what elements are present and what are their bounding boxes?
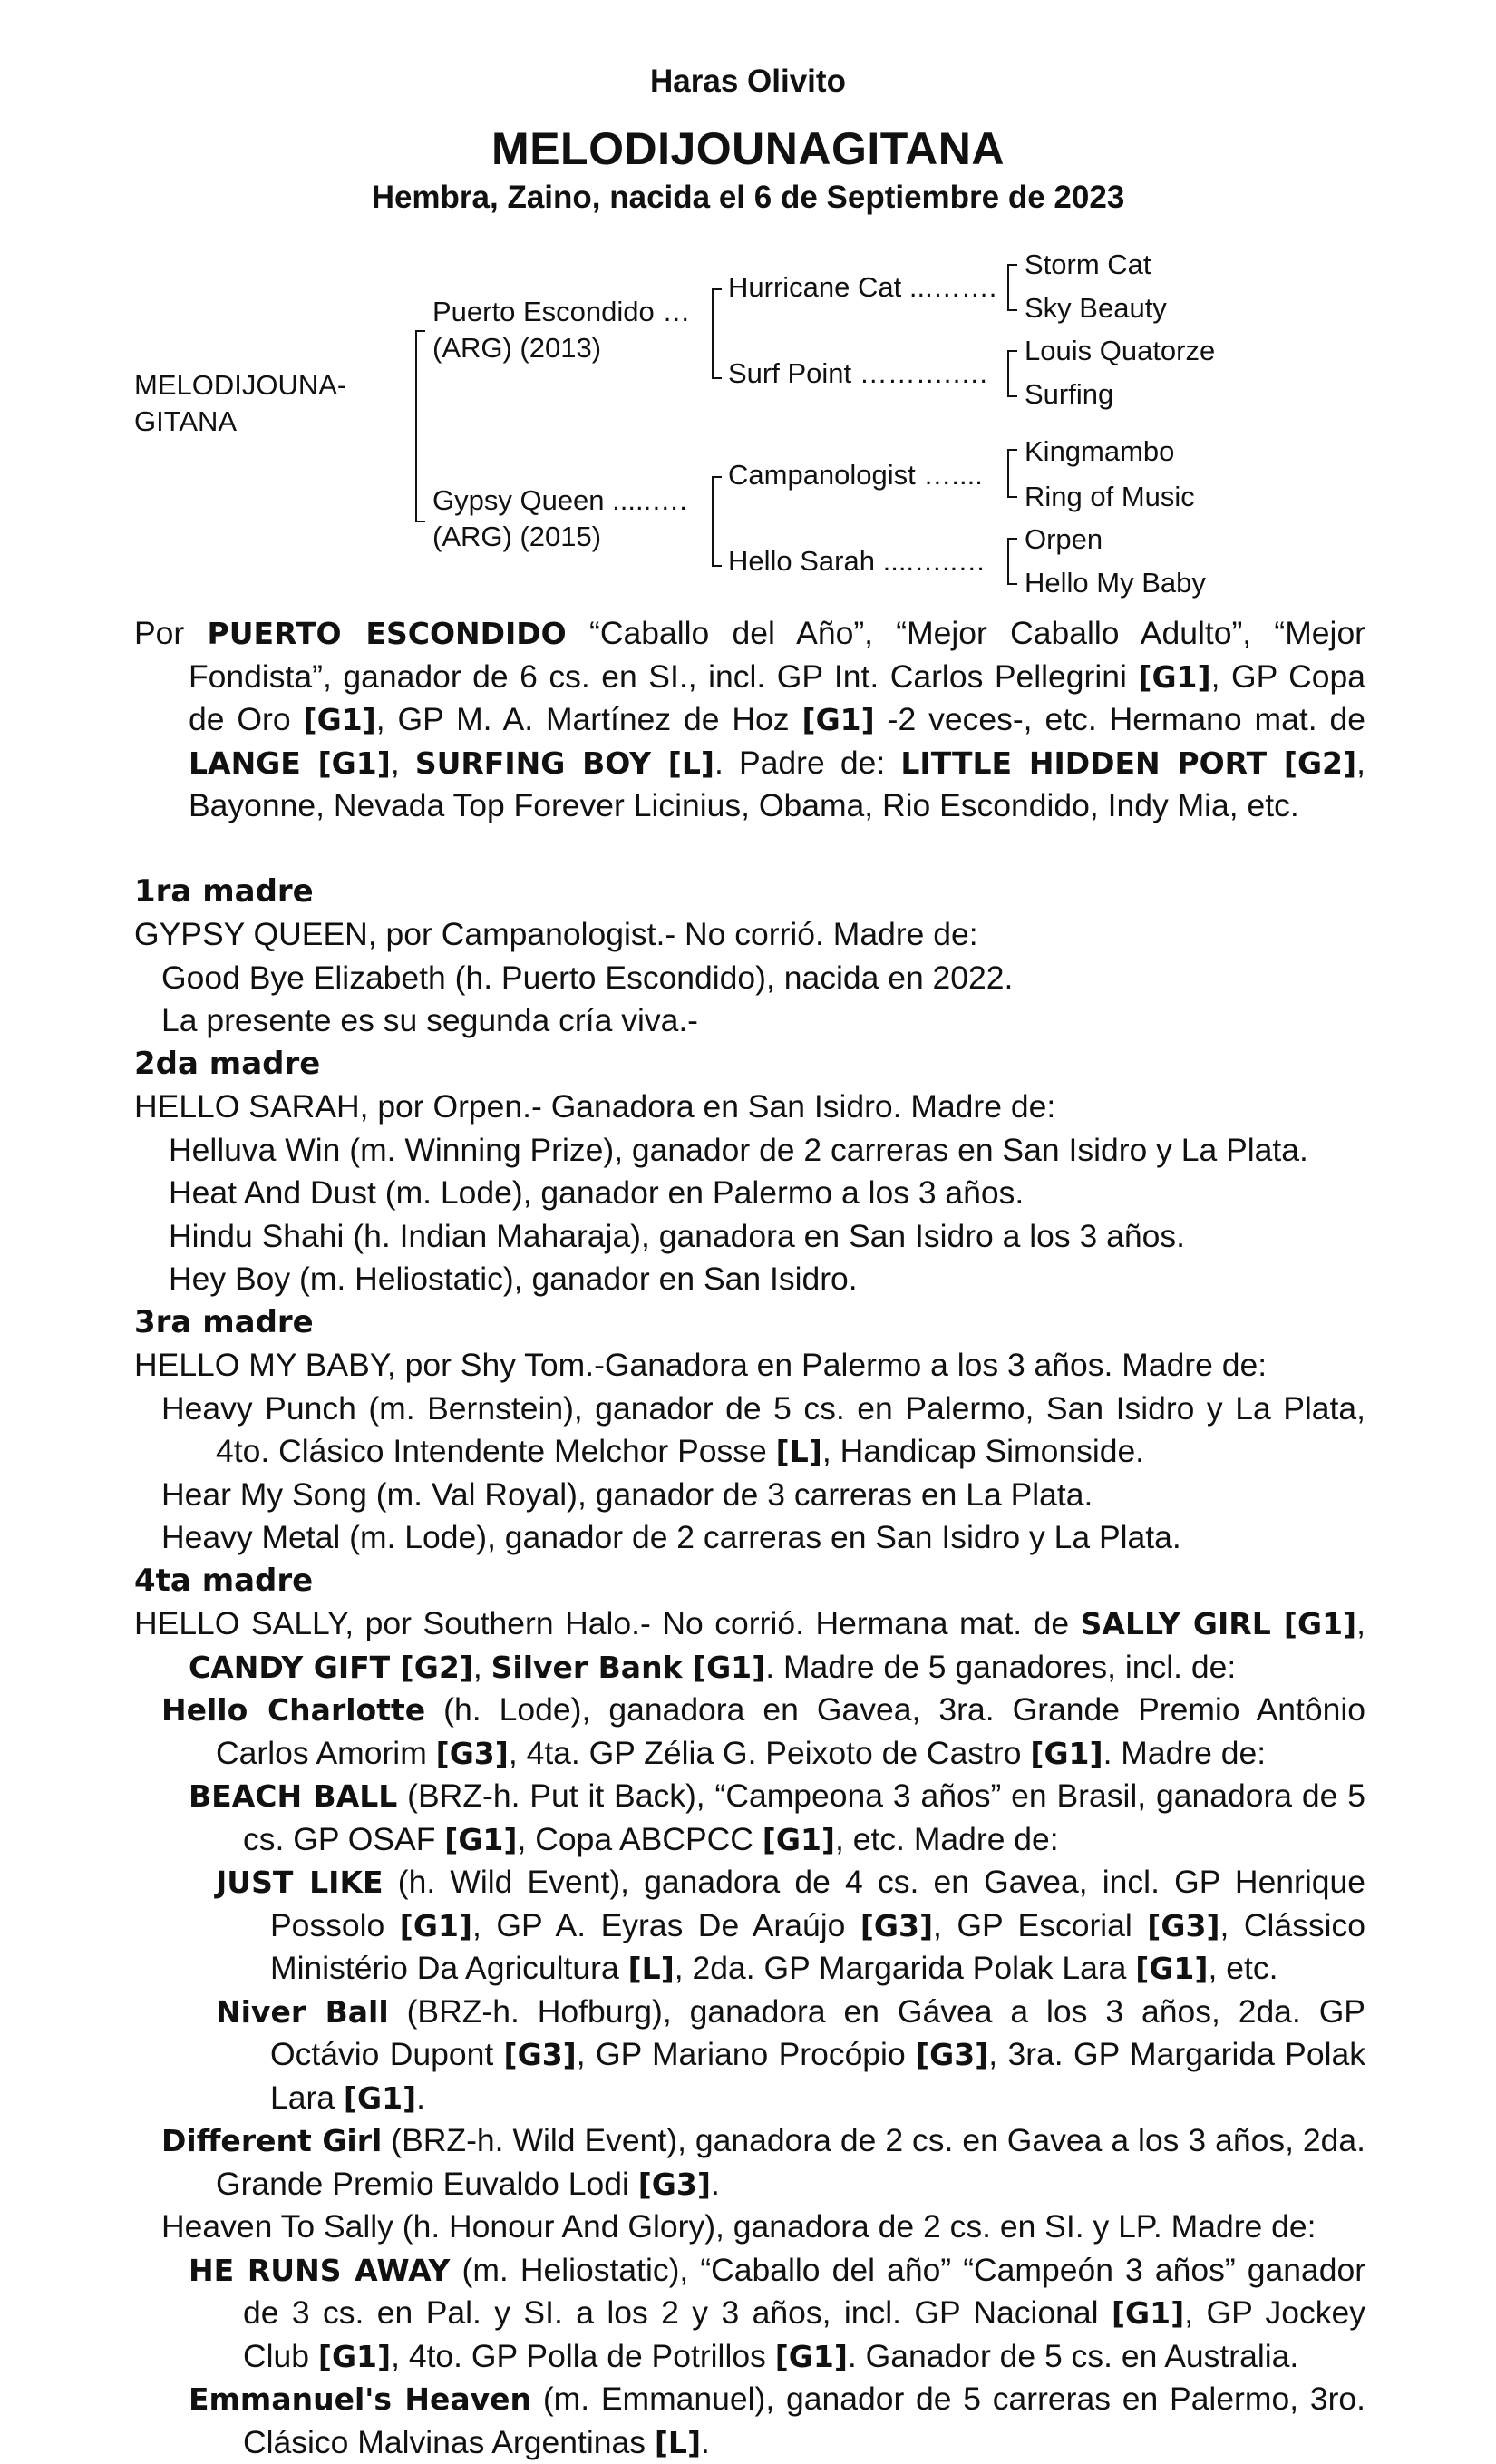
pedigree-bracket-gg2 <box>1007 350 1017 397</box>
pedigree-chart <box>0 0 1496 617</box>
second-dam-line: HELLO SARAH, por Orpen.- Ganadora en San Isidro. Madre de: <box>134 1088 1056 1125</box>
offspring-heavy-punch: Heavy Punch (m. Bernstein), ganador de 5 cs. en Palermo, San Isidro y La Plata, 4to. Clásico Intendente Melchor Posse [L], Handicap Simonside. <box>161 1389 1365 1469</box>
pedigree-ggp: Louis Quatorze <box>1025 335 1216 366</box>
pedigree-bracket-gg3 <box>1007 449 1017 498</box>
sire-paragraph: Por PUERTO ESCONDIDO “Caballo del Año”, “Mejor Caballo Adulto”, “Mejor Fondista”, ganador de 6 cs. en SI., incl. GP Int. Carlos Pellegrini [G1], GP Copa de Oro [G1], GP M. A. Martínez de Hoz [G1] -2 veces-, etc. Hermano mat. de LANGE [G1], SURFING BOY [L]. Padre de: LITTLE HIDDEN PORT [G2], Bayonne, Nevada Top Forever Licinius, Obama, Rio Escondido, Indy Mia, etc. <box>134 615 1366 823</box>
pedigree-dam: Gypsy Queen .....…. <box>432 484 687 516</box>
offspring-niver-ball: Niver Ball (BRZ-h. Hofburg), ganadora en Gávea a los 3 años, 2da. GP Octávio Dupont [G3], GP Mariano Procópio [G3], 3ra. GP Margarida Polak Lara [G1]. <box>216 1992 1365 2116</box>
pedigree-bracket-gg4 <box>1007 538 1017 585</box>
pedigree-ggp: Sky Beauty <box>1025 292 1167 324</box>
pedigree-ggp: Ring of Music <box>1025 481 1195 512</box>
offspring-line: Heat And Dust (m. Lode), ganador en Palermo a los 3 años. <box>169 1174 1025 1211</box>
pedigree-bracket-sire <box>712 288 722 379</box>
pedigree-sire-sire: Hurricane Cat ...……. <box>728 271 997 303</box>
second-dam-heading: 2da madre <box>134 1045 321 1082</box>
third-dam-heading: 3ra madre <box>134 1303 314 1340</box>
offspring-line: Hey Boy (m. Heliostatic), ganador en San Isidro. <box>169 1261 858 1297</box>
offspring-emmanuels-heaven: Emmanuel's Heaven (m. Emmanuel), ganador de 5 carreras en Palermo, 3ro. Clásico Malvinas Argentinas [L]. <box>189 2381 1366 2460</box>
first-dam-line: GYPSY QUEEN, por Campanologist.- No corrió. Madre de: <box>134 916 978 952</box>
pedigree-dam-info: (ARG) (2015) <box>432 521 602 552</box>
pedigree-sire-dam: Surf Point ……….…. <box>728 357 987 389</box>
offspring-beach-ball: BEACH BALL (BRZ-h. Put it Back), “Campeona 3 años” en Brasil, ganadora de 5 cs. GP OSAF [G1], Copa ABCPCC [G1], etc. Madre de: <box>189 1777 1365 1857</box>
offspring-line: Helluva Win (m. Winning Prize), ganador de 2 carreras en San Isidro y La Plata. <box>169 1131 1308 1168</box>
offspring-line: Heavy Metal (m. Lode), ganador de 2 carreras en San Isidro y La Plata. <box>161 1519 1181 1555</box>
offspring-line: Hear My Song (m. Val Royal), ganador de 3 carreras en La Plata. <box>161 1475 1093 1513</box>
catalog-text <box>134 612 1365 2464</box>
horse-name-title: MELODIJOUNAGITANA <box>491 123 1005 174</box>
offspring-line: Good Bye Elizabeth (h. Puerto Escondido), nacida en 2022. <box>161 959 1014 996</box>
offspring-different-girl: Different Girl (BRZ-h. Wild Event), ganadora de 2 cs. en Gavea a los 3 años, 2da. Grande Premio Euvaldo Lodi [G3]. <box>161 2122 1365 2202</box>
pedigree-ggp: Storm Cat <box>1025 248 1151 280</box>
offspring-line: Hindu Shahi (h. Indian Maharaja), ganadora en San Isidro a los 3 años. <box>169 1217 1185 1254</box>
pedigree-dam-sire: Campanologist ….... <box>728 459 983 491</box>
offspring-just-like: JUST LIKE (h. Wild Event), ganadora de 4 cs. en Gavea, incl. GP Henrique Possolo [G1], GP A. Eyras De Araújo [G3], GP Escorial [G3], Clássico Ministério Da Agricultura [L], 2da. GP Margarida Polak Lara [G1], etc. <box>216 1864 1365 1986</box>
offspring-line: La presente es su segunda cría viva.- <box>161 1002 699 1038</box>
pedigree-sire: Puerto Escondido … <box>432 296 691 327</box>
pedigree-bracket-dam <box>712 476 722 567</box>
pedigree-subject-line1: MELODIJOUNA- <box>134 369 347 401</box>
pedigree-sire-info: (ARG) (2013) <box>432 332 602 364</box>
pedigree-ggp: Surfing <box>1025 378 1114 410</box>
pedigree-ggp: Orpen <box>1025 523 1103 555</box>
pedigree-bracket-gen1 <box>415 330 425 522</box>
first-dam-heading: 1ra madre <box>134 872 314 910</box>
offspring-he-runs-away: HE RUNS AWAY (m. Heliostatic), “Caballo del año” “Campeón 3 años” ganador de 3 cs. en Pal. y SI. a los 2 y 3 años, incl. GP Nacional [G1], GP Jockey Club [G1], 4to. GP Polla de Potrillos [G1]. Ganador de 5 cs. en Australia. <box>189 2251 1366 2374</box>
pedigree-ggp: Kingmambo <box>1025 435 1175 467</box>
third-dam-line: HELLO MY BABY, por Shy Tom.-Ganadora en Palermo a los 3 años. Madre de: <box>134 1347 1268 1383</box>
pedigree-ggp: Hello My Baby <box>1025 567 1206 599</box>
breeder-name: Haras Olivito <box>650 63 846 99</box>
offspring-heaven-to-sally: Heaven To Sally (h. Honour And Glory), ganadora de 2 cs. en SI. y LP. Madre de: <box>161 2208 1316 2245</box>
fourth-dam-line: HELLO SALLY, por Southern Halo.- No corrió. Hermana mat. de SALLY GIRL [G1], CANDY GIFT [G2], Silver Bank [G1]. Madre de 5 ganadores, incl. de: <box>134 1605 1365 1685</box>
pedigree-dam-dam: Hello Sarah ....…..… <box>728 545 986 577</box>
offspring-hello-charlotte: Hello Charlotte (h. Lode), ganadora en Gavea, 3ra. Grande Premio Antônio Carlos Amorim [G3], 4ta. GP Zélia G. Peixoto de Castro [G1]. Madre de: <box>161 1691 1366 1771</box>
pedigree-bracket-gg1 <box>1007 264 1017 311</box>
fourth-dam-heading: 4ta madre <box>134 1562 314 1599</box>
horse-description: Hembra, Zaino, nacida el 6 de Septiembre de 2023 <box>371 180 1125 215</box>
pedigree-subject-line2: GITANA <box>134 405 238 437</box>
